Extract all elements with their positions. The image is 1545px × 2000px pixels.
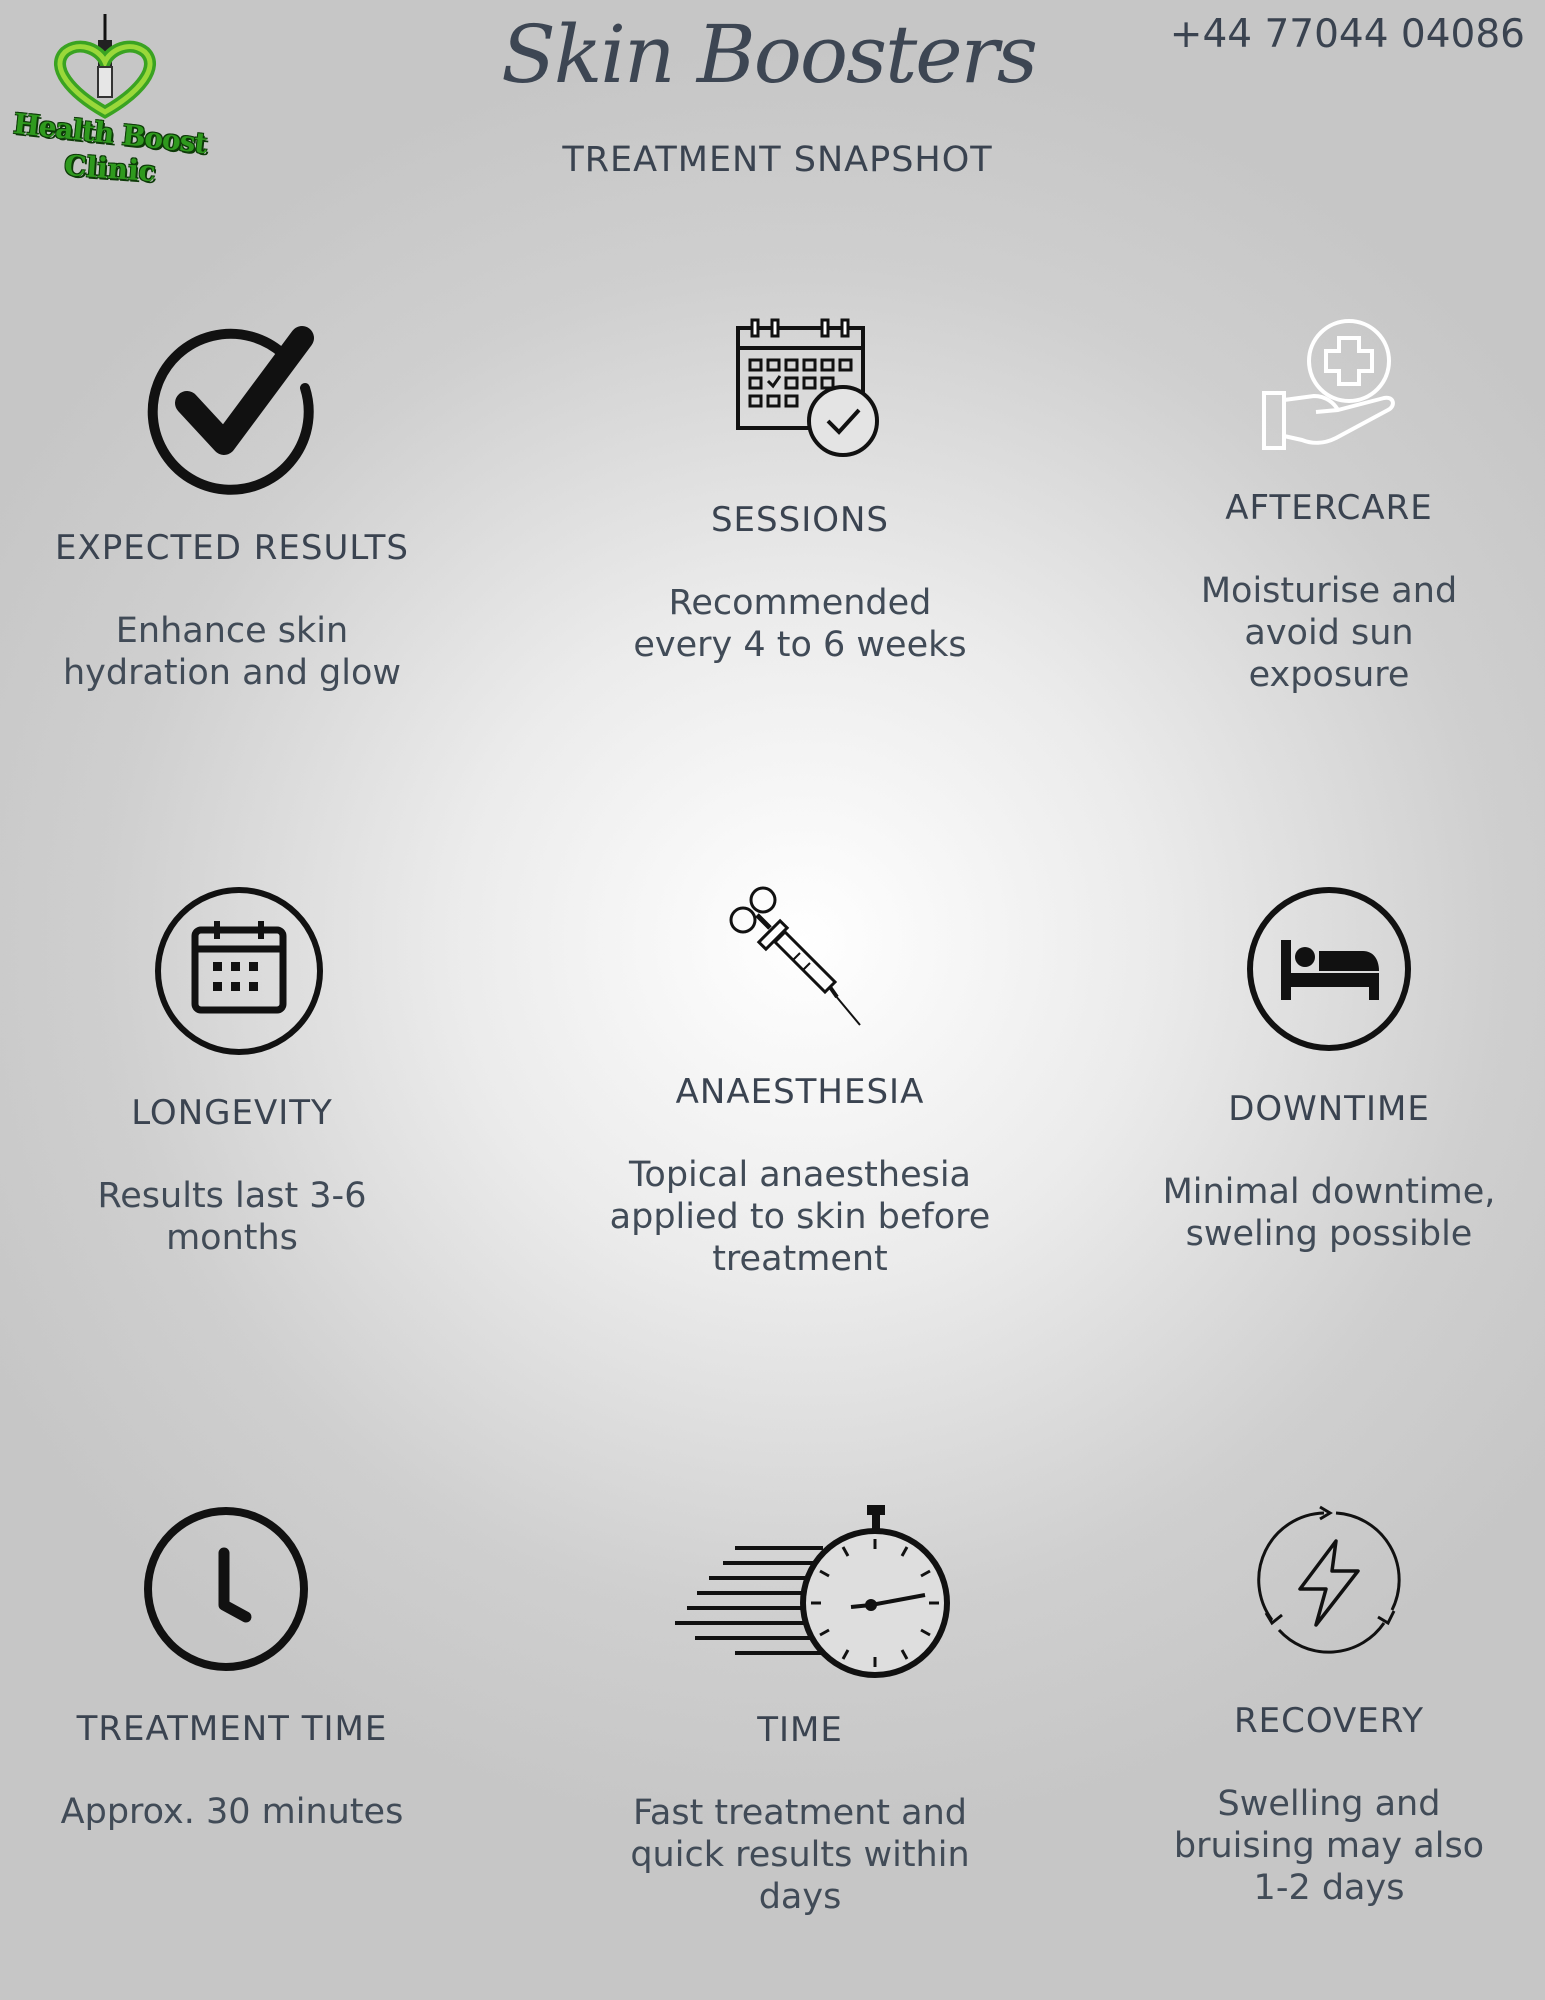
card-aftercare bbox=[1099, 318, 1545, 696]
card-description bbox=[2, 1175, 462, 1259]
check-circle-icon bbox=[142, 318, 322, 498]
desc-line: Fast treatment and bbox=[632, 1793, 967, 1833]
syringe-icon bbox=[725, 885, 865, 1030]
card-heading: SESSIONS bbox=[710, 500, 890, 540]
card-anaesthesia bbox=[570, 885, 1030, 1280]
card-description bbox=[570, 1154, 1030, 1280]
desc-line: sweling possible bbox=[1185, 1214, 1473, 1254]
clock-icon bbox=[142, 1505, 310, 1673]
card-time bbox=[570, 1505, 1030, 1918]
card-heading: ANAESTHESIA bbox=[675, 1072, 925, 1112]
card-heading: TREATMENT TIME bbox=[76, 1709, 388, 1749]
desc-line: Topical anaesthesia bbox=[628, 1155, 972, 1195]
card-expected-results bbox=[2, 318, 462, 694]
desc-line: applied to skin before bbox=[609, 1197, 991, 1237]
card-heading: DOWNTIME bbox=[1228, 1089, 1430, 1129]
card-sessions bbox=[570, 318, 1030, 666]
calendar-circle-icon bbox=[153, 885, 325, 1057]
card-treatment-time bbox=[2, 1505, 462, 1833]
energy-cycle-icon bbox=[1254, 1505, 1404, 1655]
card-description bbox=[570, 582, 1030, 666]
desc-line: quick results within bbox=[630, 1835, 970, 1875]
card-longevity bbox=[2, 885, 462, 1259]
card-description bbox=[2, 1791, 462, 1833]
desc-line: hydration and glow bbox=[62, 653, 402, 693]
card-downtime bbox=[1099, 885, 1545, 1255]
card-description bbox=[2, 610, 462, 694]
calendar-check-icon bbox=[728, 318, 888, 460]
desc-line: every 4 to 6 weeks bbox=[633, 625, 967, 665]
card-heading: AFTERCARE bbox=[1225, 488, 1433, 528]
desc-line: Swelling and bbox=[1217, 1784, 1441, 1824]
card-description bbox=[1099, 570, 1545, 696]
phone-number: +44 77044 04086 bbox=[1169, 12, 1525, 57]
desc-line: months bbox=[166, 1218, 298, 1258]
card-recovery bbox=[1099, 1505, 1545, 1909]
desc-line: avoid sun bbox=[1244, 613, 1414, 653]
card-description bbox=[1099, 1171, 1545, 1255]
hand-care-icon bbox=[1254, 318, 1404, 458]
desc-line: Moisturise and bbox=[1200, 571, 1458, 611]
desc-line: Approx. 30 minutes bbox=[60, 1792, 404, 1832]
desc-line: treatment bbox=[712, 1239, 888, 1279]
card-heading: LONGEVITY bbox=[131, 1093, 333, 1133]
card-heading: EXPECTED RESULTS bbox=[55, 528, 409, 568]
card-heading: TIME bbox=[757, 1710, 843, 1750]
logo-text-line2: Clinic bbox=[63, 148, 157, 189]
card-description bbox=[1099, 1783, 1545, 1909]
desc-line: bruising may also bbox=[1173, 1826, 1485, 1866]
desc-line: Enhance skin bbox=[115, 611, 349, 651]
desc-line: days bbox=[758, 1877, 842, 1917]
logo-text-line1: Health Boost bbox=[11, 106, 209, 161]
desc-line: Recommended bbox=[668, 583, 932, 623]
page-title: Skin Boosters bbox=[501, 8, 1036, 101]
card-heading: RECOVERY bbox=[1234, 1701, 1424, 1741]
card-description bbox=[570, 1792, 1030, 1918]
desc-line: Minimal downtime, bbox=[1162, 1172, 1496, 1212]
stopwatch-icon bbox=[675, 1505, 950, 1680]
desc-line: 1-2 days bbox=[1253, 1868, 1405, 1908]
desc-line: Results last 3-6 bbox=[97, 1176, 367, 1216]
desc-line: exposure bbox=[1248, 655, 1410, 695]
bed-icon bbox=[1245, 885, 1413, 1053]
page-subtitle: TREATMENT SNAPSHOT bbox=[562, 140, 993, 180]
